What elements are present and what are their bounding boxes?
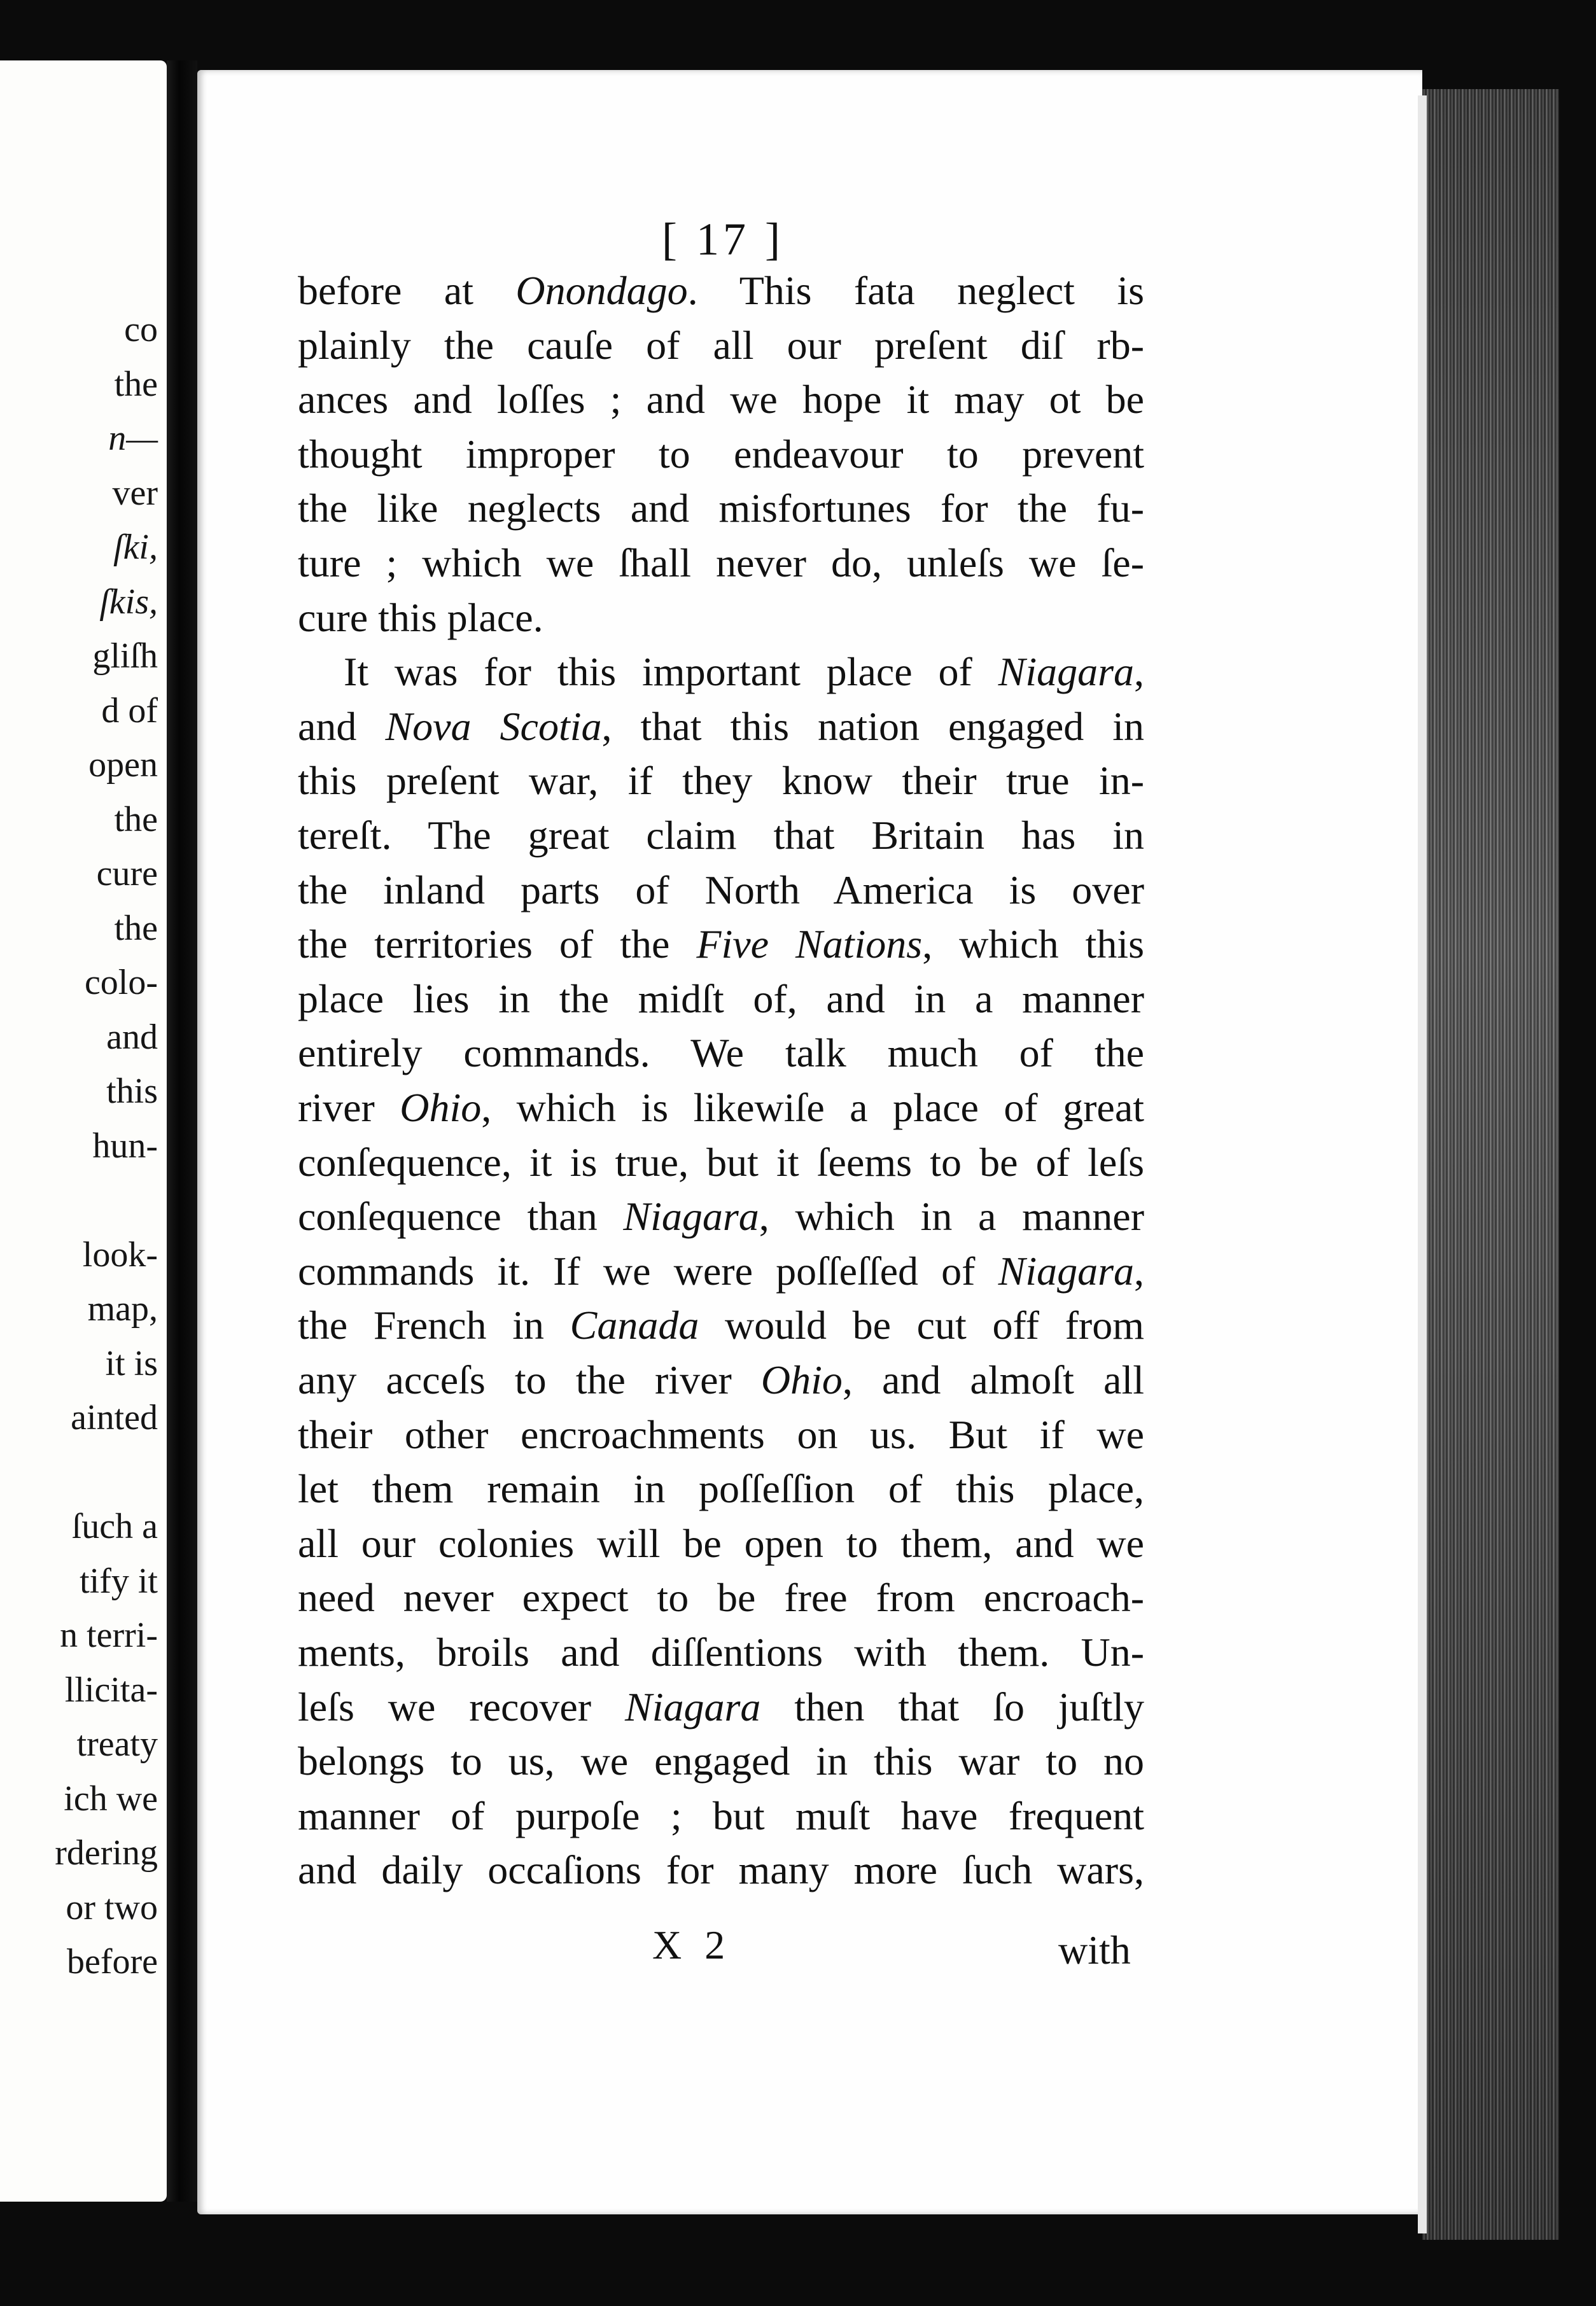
text-line: It was for this important place of Niagara, xyxy=(344,649,1144,695)
text-line: let them remain in poſſeſſion of this place, xyxy=(298,1466,1144,1512)
text-line: this preſent war, if they know their true in- xyxy=(298,758,1144,804)
catchword: with xyxy=(1058,1927,1131,1973)
text-line: their other encroachments on us. But if we xyxy=(298,1411,1144,1457)
left-page-line: hun- xyxy=(92,1126,158,1166)
left-page-line: d of xyxy=(101,690,158,730)
text-line: ances and loſſes ; and we hope it may ot be xyxy=(298,377,1144,423)
text-line: and Nova Scotia, that this nation engaged in xyxy=(298,703,1145,749)
left-page-line: n terri- xyxy=(60,1616,158,1655)
text-line: place lies in the midſt of, and in a manner xyxy=(298,975,1144,1021)
left-page-line: look- xyxy=(82,1234,158,1275)
text-line: cure this place. xyxy=(298,594,543,640)
left-page-line: map, xyxy=(87,1289,158,1329)
left-page-line: it is xyxy=(105,1343,158,1383)
left-page-line: this xyxy=(106,1072,158,1111)
text-line: leſs we recover Niagara then that ſo juſtly xyxy=(298,1684,1145,1730)
left-page-line: colo- xyxy=(84,963,158,1002)
left-page-line: the xyxy=(114,908,158,948)
left-page-line: before xyxy=(66,1942,158,1981)
text-line: the inland parts of North America is over xyxy=(298,867,1144,912)
left-page-line: rdering xyxy=(55,1833,158,1873)
left-page-line: llicita- xyxy=(64,1670,158,1710)
text-line: tereſt. The great claim that Britain has in xyxy=(298,813,1144,858)
left-page-line: treaty xyxy=(76,1724,158,1764)
text-line: thought improper to endeavour to prevent xyxy=(298,431,1144,477)
left-page-line: tify it xyxy=(80,1561,158,1601)
text-line: ments, broils and diſſentions with them. Un- xyxy=(298,1630,1144,1675)
text-line: and daily occaſions for many more ſuch wars, xyxy=(298,1847,1144,1893)
left-page-line: and xyxy=(106,1017,158,1057)
text-line: any acceſs to the river Ohio, and almoſt all xyxy=(298,1357,1145,1402)
text-line: the French in Canada would be cut off from xyxy=(298,1303,1145,1348)
text-line: river Ohio, which is likewiſe a place of great xyxy=(298,1085,1145,1130)
text-line: ture ; which we ſhall never do, unleſs we ſe- xyxy=(298,540,1144,585)
left-page-line: open xyxy=(88,745,158,785)
left-page-line: n— xyxy=(108,419,158,458)
left-page-line: ainted xyxy=(71,1398,158,1437)
left-page-line: ver xyxy=(112,473,158,513)
left-page-line: the xyxy=(114,799,158,839)
text-line: before at Onondago. This fata neglect is xyxy=(298,268,1144,313)
left-page-line: ſkis, xyxy=(99,582,158,622)
left-page-line: or two xyxy=(66,1887,158,1927)
text-line: need never expect to be free from encroach- xyxy=(298,1575,1144,1621)
text-line: conſequence than Niagara, which in a manner xyxy=(298,1194,1144,1240)
page-block-shade xyxy=(1422,89,1559,2240)
left-page-line: ich we xyxy=(64,1778,158,1819)
left-page-line: cure xyxy=(96,854,158,893)
text-line: conſequence, it is true, but it ſeems to be of leſs xyxy=(298,1139,1144,1185)
text-line: belongs to us, we engaged in this war to no xyxy=(298,1738,1144,1784)
page-header: [ 17 ] xyxy=(662,214,784,265)
left-page-line: ſuch a xyxy=(71,1507,158,1546)
text-line: plainly the cauſe of all our preſent diſ rb- xyxy=(298,322,1144,368)
left-page-line: co xyxy=(124,310,158,349)
text-line: manner of purpoſe ; but muſt have frequent xyxy=(298,1792,1144,1838)
signature-mark: X 2 xyxy=(652,1922,732,1967)
page-edge-lip xyxy=(1418,95,1427,2233)
text-line: all our colonies will be open to them, and we xyxy=(298,1520,1144,1566)
text-line: entirely commands. We talk much of the xyxy=(298,1030,1144,1076)
left-page-line: the xyxy=(114,364,158,404)
book-gutter xyxy=(167,60,197,2202)
left-facing-page xyxy=(0,60,167,2202)
left-page-line: gliſh xyxy=(92,636,158,676)
text-line: the territories of the Five Nations, which this xyxy=(298,921,1145,967)
text-line: the like neglects and misfortunes for the fu- xyxy=(298,486,1144,531)
left-page-line: ſki, xyxy=(113,528,158,567)
text-line: commands it. If we were poſſeſſed of Niagara, xyxy=(298,1248,1144,1294)
